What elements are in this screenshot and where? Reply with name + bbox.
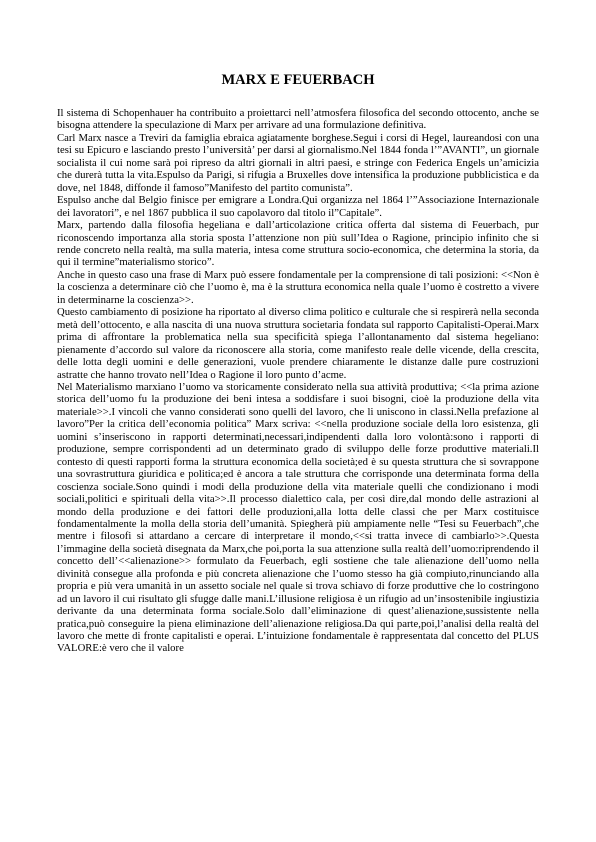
paragraph: Il sistema di Schopenhauer ha contribuito a proiettarci nell’atmosfera filosofica del secondo ottocento, anche se bisogna attendere la speculazione di Marx per arrivare ad una formulazione definitiva. — [57, 107, 539, 132]
paragraph: Espulso anche dal Belgio finisce per emigrare a Londra.Qui organizza nel 1864 l’”Associazione Internazionale dei lavoratori”, e nel 1867 pubblica il suo capolavoro dal titolo il”Capitale”. — [57, 194, 539, 219]
paragraph: Nel Materialismo marxiano l’uomo va storicamente considerato nella sua attività produttiva; <<la prima azione storica dell’uomo fu la produzione dei beni intesa a soddisfare i suoi bisogni, cioè la produzione della vita materiale>>.I vincoli che vanno considerati sono quelli del lavoro, che li uniscono in classi.Nella prefazione al lavoro”Per la critica dell’economia politica” Marx scriva: <<nella produzione sociale della loro esistenza, gli uomini s’inseriscono in rapporti determinati,necessari,indipendenti dalla loro volontà:sono i rapporti di produzione, sempre corrispondenti ad un determinato grado di sviluppo delle forze produttive materiali.Il contesto di questi rapporti forma la struttura economica della società;ed è su questa struttura che si sovrappone una sovrastruttura giuridica e politica;ed è ancora a tale struttura che corrisponde una determinata forma della coscienza sociale.Sono quindi i modi della produzione della vita materiale quelli che condizionano i modi sociali,politici e spirituali della vita>>.Il processo dialettico cala, per così dire,dal mondo delle astrazioni al mondo della produzione e dei fattori delle produzioni,alla lotta delle classi che per Marx costituisce fondamentalmente la molla della storia dell’umanità. Spiegherà più ampiamente nelle “Tesi su Feuerbach”,che mentre i filosofi si attardano a cercare di interpretare il mondo,<<si tratta invece di cambiarlo>>.Questa l’immagine della società disegnata da Marx,che poi,porta la sua attenzione sulla realtà dell’uomo:riprendendo il concetto dell’<<alienazione>> formulato da Feuerbach, egli sostiene che tale alienazione dell’uomo nella divinità consegue alla profonda e più concreta alienazione che l’uomo stesso ha già compiuto,rinunciando alla propria e più vera umanità in un assetto sociale nel quale si trova schiavo di forze produttive che lo costringono ad un lavoro il cui risultato gli sfugge dalle mani.L’illusione religiosa è un rifugio ad un’insostenibile ingiustizia derivante da una determinata forma sociale.Solo dall’eliminazione di quest’alienazione,sussistente nella pratica,può conseguire la piena eliminazione dell’alienazione religiosa.Da qui parte,poi,l’analisi della realtà del lavoro che mette di fronte capitalisti e operai. L’intuizione fondamentale è rappresentata dal concetto del PLUS VALORE:è vero che il valore — [57, 380, 539, 655]
paragraph: Anche in questo caso una frase di Marx può essere fondamentale per la comprensione di tali posizioni: <<Non è la coscienza a determinare ciò che l’uomo è, ma è la struttura economica nella quale l’uomo è costretto a vivere in determinarne la coscienza>>. — [57, 268, 539, 306]
paragraph: Marx, partendo dalla filosofia hegeliana e dall’articolazione critica offerta dal sistema di Feuerbach, pur riconoscendo importanza alla storia sposta l’attenzione non più sull’Idea o Ragione, principio infinito che si rende concreto nella realtà, ma sulla materia, intesa come struttura socio-economica, che determina la storia, da qui il termine”materialismo storico”. — [57, 219, 539, 269]
document-body — [57, 107, 539, 655]
paragraph: Questo cambiamento di posizione ha riportato al diverso clima politico e culturale che si respirerà nella seconda metà dell’ottocento, e alla nascita di una nuova struttura societaria fondata sul rapporto Capitalisti-Operai.Marx prima di affrontare la problematica nella sua specificità spiega l’allontanamento dal sistema hegeliano: pienamente d’accordo sul valore da riconoscere alla storia, come manifesto reale delle vicende, della crescita, delle lotta degli uomini e delle generazioni, vuole prendere chiaramente le distanze dalle pure costruzioni astratte che hanno trovato nell’Idea o Ragione il loro punto d’acme. — [57, 306, 539, 381]
page-title: MARX E FEUERBACH — [221, 72, 375, 88]
paragraph: Carl Marx nasce a Treviri da famiglia ebraica agiatamente borghese.Segui i corsi di Hegel, laureandosi con una tesi su Epicuro e lasciando presto l’università’ per darsi al giornalismo.Nel 1844 fonda l’”AVANTI”, un giornale socialista il cui nome sarà poi ripreso da altri giornali in altri paesi, e stringe con Federica Engels un’amicizia che durerà tutta la vita.Espulso da Parigi, si rifugia a Bruxelles dove intensifica la produzione pubblicistica e da dove, nel 1848, diffonde il famoso”Manifesto del partito comunista”. — [57, 131, 539, 194]
